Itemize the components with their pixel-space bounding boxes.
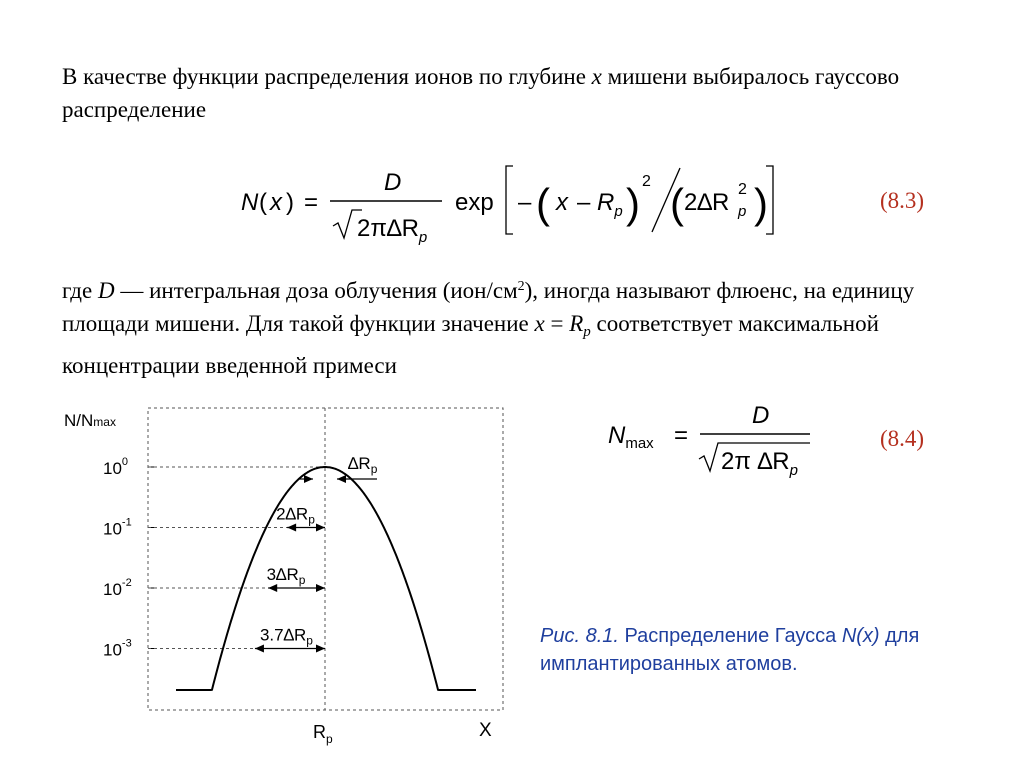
eq1-lhs-arg: x [270,189,282,216]
arrow-head [316,584,325,592]
figure-caption [540,622,960,678]
arrow-head [337,475,346,483]
eq1-x: x [556,189,568,216]
where-equals: = [544,311,570,336]
where-text-4: соответствует максимальной концентрации введенной примеси [62,311,879,378]
intro-text-1: В качестве функции распределения ионов по глубине [62,64,592,89]
arrow-head [255,645,264,653]
eq1-lparen: ( [259,189,267,216]
arrow-head [316,645,325,653]
eq1-two-dr-sub: p [738,203,747,220]
eq1-minus-2: – [577,189,591,216]
eq1-denominator: $2\pi\Delta R_p$ [357,215,428,246]
eq1-equals: = [304,189,319,216]
y-tick-label: $10^{-2}$ [103,577,132,599]
eq2-equals: = [674,422,689,449]
annotation-label: $2\Delta R_p$ [276,504,315,527]
width-annotations [255,454,378,653]
arrow-head [316,524,325,532]
eq1-two-dr-sup: 2 [738,181,747,198]
eq2-numerator: D [752,402,770,429]
where-var-d: D [97,278,115,303]
where-var-x: x [534,311,545,336]
annotation-label: $3\Delta R_p$ [266,565,306,587]
eq1-power: 2 [642,173,651,190]
caption-nx: N(x) [841,625,880,647]
eq1-big-lparen-2: ( [670,180,684,227]
y-tick-label: $10^{-3}$ [103,637,132,660]
where-var-r-sub: p [583,324,591,340]
y-axis-label: N/Nmax [64,411,116,430]
eq1-minus: – [518,189,532,216]
annotation-label: $3.7\Delta R_p$ [259,625,313,648]
eq1-lhs: N [241,189,259,216]
eq1-numerator: D [384,169,402,196]
arrow-head [304,475,313,483]
where-text-1: где [62,278,98,303]
y-tick-label: $10^0$ [103,456,129,478]
eq1-rparen: ) [286,189,294,216]
caption-text-1: Распределение Гаусса [618,625,842,647]
annotation-label: $\Delta R_p$ [348,454,378,476]
eq1-r: $R_p$ [597,189,623,220]
eq1-big-rparen-2: ) [754,180,768,227]
x-tick-label: $R_p$ [313,722,333,746]
eq1-big-lparen: ( [536,180,550,227]
where-var-r: R [569,311,584,336]
caption-text-2: для имплантированных атомов. [540,625,920,675]
where-text-3: ), иногда называют флюенс, на единицу площади мишени. Для такой функции значение [62,278,915,336]
intro-text-2: мишени выбиралось гауссово распределение [62,64,900,122]
eq1-big-rparen: ) [626,180,640,227]
gaussian-curve [176,467,476,690]
arrow-head [268,584,277,592]
y-ticks [103,456,154,660]
where-text-2: — интегральная доза облучения (ион/см [114,278,518,303]
level-guides [148,467,325,649]
eq2-denominator: 2π $\Delta R_p$ [721,448,798,479]
eq2-number: (8.4) [880,426,925,451]
intro-var-x: x [591,64,602,89]
x-axis-label: X [479,720,492,741]
arrow-head [287,524,296,532]
where-sup: 2 [517,279,525,294]
eq1-number: (8.3) [880,188,925,213]
eq2-lhs: $N_{max}$ [608,422,654,452]
eq1-two-dr: 2∆R [684,189,730,216]
eq1-exp: exp [455,189,494,216]
caption-fig: Рис. 8.1. [540,625,619,647]
y-tick-label: $10^{-1}$ [103,516,132,539]
